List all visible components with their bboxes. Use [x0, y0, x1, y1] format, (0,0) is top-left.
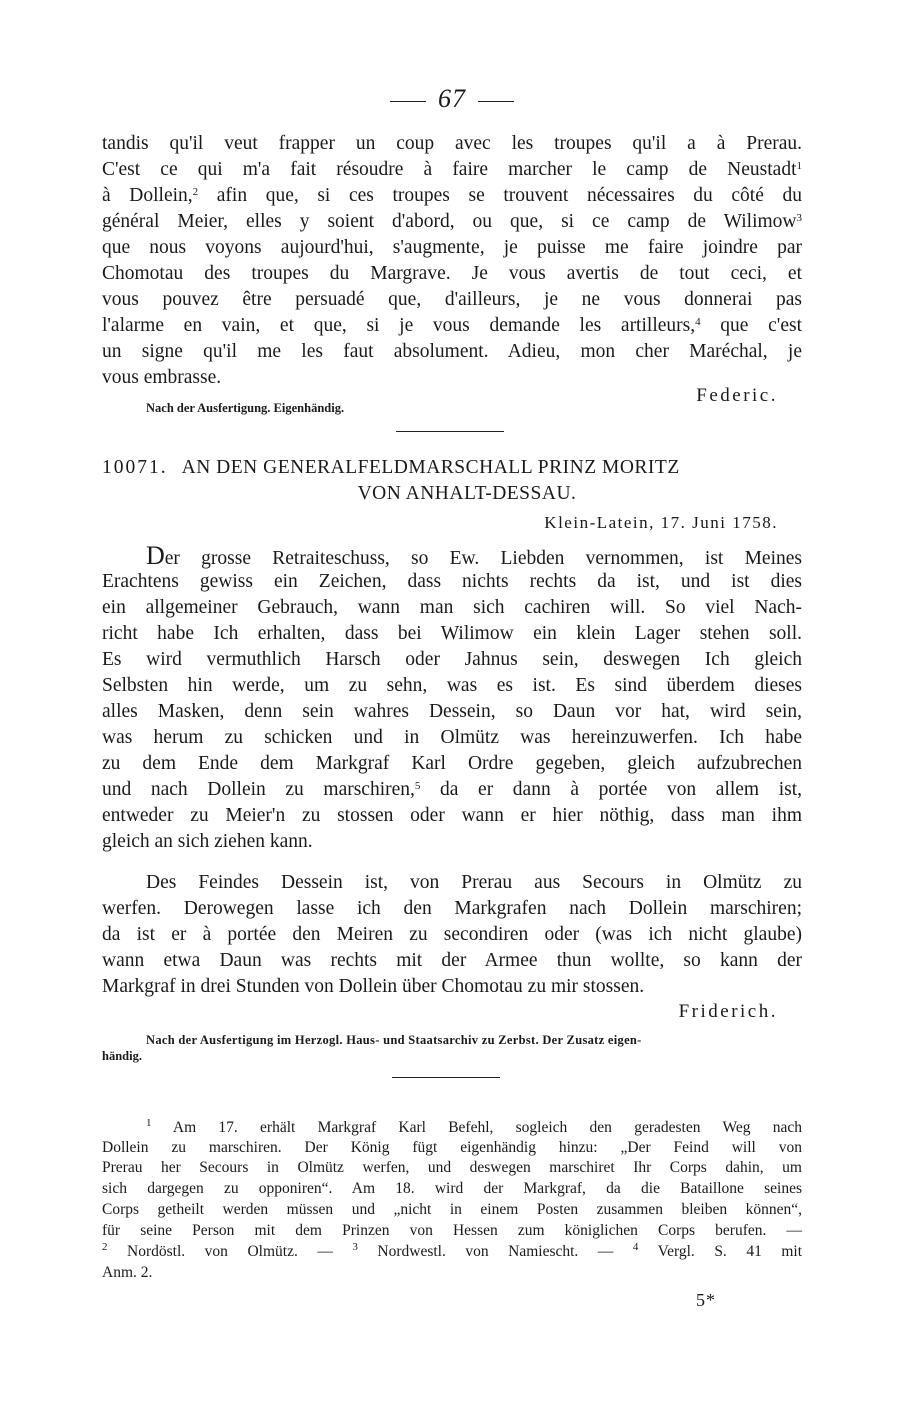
text-line: Der grosse Retraiteschuss, so Ew. Liebden vernommen, ist Meines: [146, 541, 802, 570]
footnote-ref: 2: [192, 186, 199, 198]
text-line: Selbsten hin werde, um zu sehn, was es ist. Es sind überdem dieses: [102, 675, 802, 696]
text-line: Markgraf in drei Stunden von Dollein über Chomotau zu mir stossen.: [102, 976, 645, 997]
source-note: händig.: [102, 1049, 142, 1063]
footnote-line: für seine Person mit dem Prinzen von Hessen zum königlichen Corps berufen. —: [102, 1222, 802, 1239]
text-line: alles Masken, denn sein wahres Dessein, so Daun vor hat, wird sein,: [102, 701, 802, 722]
text-line: werfen. Derowegen lasse ich den Markgrafen nach Dollein marschiren;: [102, 898, 802, 919]
source-note: Nach der Ausfertigung. Eigenhändig.: [146, 401, 345, 415]
text-line: Erachtens gewiss ein Zeichen, dass nichts rechts da ist, und ist dies: [102, 571, 802, 592]
footnote-line: Corps getheilt werden müssen und „nicht in einem Posten zusammen bleiben können“,: [102, 1201, 802, 1218]
letter-number: 10071.: [102, 457, 168, 478]
text-line: vous pouvez être persuadé que, d'ailleurs, je ne vous donnerai pas: [102, 289, 802, 310]
dateline: Klein-Latein, 17. Juni 1758.: [544, 513, 778, 532]
footnote-ref: 1: [796, 160, 802, 172]
page-header: [102, 84, 802, 114]
page: [102, 0, 802, 1404]
text-line: que nous voyons aujourd'hui, s'augmente, je puisse me faire joindre par: [102, 237, 802, 258]
footnote-ref: 3: [796, 212, 802, 224]
text-line: entweder zu Meier'n zu stossen oder wann er hier nöthig, dass man ihm: [102, 805, 802, 826]
footnote-ref: 5: [414, 780, 421, 792]
text-line: Des Feindes Dessein ist, von Prerau aus Secours in Olmütz zu: [146, 872, 802, 893]
text-line: wann etwa Daun was rechts mit der Armee thun wollte, so kann der: [102, 950, 802, 971]
drop-letter: D: [146, 541, 165, 570]
text-line: zu dem Ende dem Markgraf Karl Ordre gegeben, gleich aufzubrechen: [102, 753, 802, 774]
footnote-line: sich dargegen zu opponiren“. Am 18. wird der Markgraf, da die Bataillone seines: [102, 1180, 802, 1197]
header-dash-left: [390, 101, 426, 102]
section-divider: [396, 431, 504, 432]
text-line: vous embrasse.: [102, 367, 222, 388]
footnote-ref: 4: [695, 316, 701, 328]
footnote-line: Anm. 2.: [102, 1264, 153, 1281]
text-line: Chomotau des troupes du Margrave. Je vous avertis de tout ceci, et: [102, 263, 802, 284]
signature: Federic.: [696, 385, 778, 406]
footnote-line: $^2$ Nordöstl. von Olmütz. — $^3$ Nordwestl. von Namiescht. — $^4$ Vergl. S. 41 mit: [102, 1241, 803, 1260]
text-line: was herum zu schicken und in Olmütz was hereinzuwerfen. Ich habe: [102, 727, 802, 748]
footnote-line: Dollein zu marschiren. Der König fügt eigenhändig hinzu: „Der Feind will von: [102, 1139, 802, 1156]
text-line: gleich an sich ziehen kann.: [102, 831, 313, 852]
text-line: da ist er à portée den Meiren zu secondiren oder (was ich nicht glaube): [102, 924, 802, 945]
text-line: un signe qu'il me les faut absolument. Adieu, mon cher Maréchal, je: [102, 341, 802, 362]
letter-title: AN DEN GENERALFELDMARSCHALL PRINZ MORITZ: [181, 457, 680, 478]
footnote-line: $^1$ Am 17. erhält Markgraf Karl Befehl, sogleich den geradesten Weg nach: [146, 1117, 802, 1136]
footnote-line: Prerau her Secours in Olmütz werfen, und deswegen marschiret Ihr Corps dahin, um: [102, 1159, 802, 1176]
text-line: l'alarme en vain, et que, si je vous demande les artilleurs,$^4$ que c'est: [102, 315, 802, 336]
header-dash-right: [478, 101, 514, 102]
text-line: Es wird vermuthlich Harsch oder Jahnus sein, deswegen Ich gleich: [102, 649, 802, 670]
text-line: und nach Dollein zu marschiren,$^5$ da er dann à portée von allem ist,: [102, 779, 803, 800]
source-note: Nach der Ausfertigung im Herzogl. Haus- und Staatsarchiv zu Zerbst. Der Zusatz eigen-: [146, 1033, 642, 1047]
text-line: à Dollein,$^2$ afin que, si ces troupes se trouvent nécessaires du côté du: [102, 185, 802, 206]
sheet-signature: 5*: [696, 1290, 716, 1310]
text-line: C'est ce qui m'a fait résoudre à faire marcher le camp de Neustadt$^1$: [102, 159, 802, 180]
text-line: richt habe Ich erhalten, dass bei Wilimow ein klein Lager stehen soll.: [102, 623, 802, 644]
text-line: tandis qu'il veut frapper un coup avec les troupes qu'il a à Prerau.: [102, 133, 802, 154]
section-divider: [392, 1077, 500, 1078]
text-line: ein allgemeiner Gebrauch, wann man sich cachiren will. So viel Nach-: [102, 597, 802, 618]
letter-heading: [102, 457, 802, 479]
signature: Friderich.: [678, 1001, 778, 1022]
text-line: général Meier, elles y soient d'abord, ou que, si ce camp de Wilimow$^3$: [102, 211, 802, 232]
page-number: 67: [438, 84, 466, 113]
letter-title-2: VON ANHALT-DESSAU.: [357, 483, 577, 504]
